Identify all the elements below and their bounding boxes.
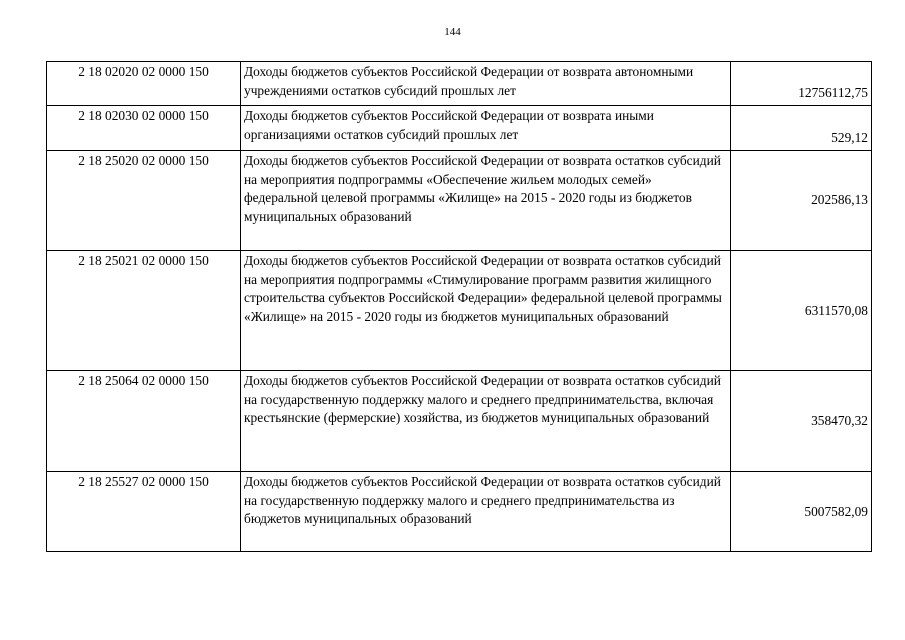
revenue-amount: 5007582,09 <box>731 472 872 552</box>
revenue-amount: 358470,32 <box>731 371 872 472</box>
revenue-amount: 202586,13 <box>731 151 872 251</box>
table-row <box>47 62 872 106</box>
table-row <box>47 151 872 251</box>
revenue-description: Доходы бюджетов субъектов Российской Федерации от возврата остатков субсидий на государственную поддержку малого и среднего предпринимательства из бюджетов муниципальных образований <box>241 472 731 552</box>
revenue-code: 2 18 25527 02 0000 150 <box>47 472 241 552</box>
revenue-description: Доходы бюджетов субъектов Российской Федерации от возврата иными организациями остатков субсидий прошлых лет <box>241 106 731 151</box>
revenue-description: Доходы бюджетов субъектов Российской Федерации от возврата остатков субсидий на мероприятия подпрограммы «Обеспечение жильем молодых семей» федеральной целевой программы «Жилище» на 2015 - 2020 годы из бюджетов муниципальных образований <box>241 151 731 251</box>
table-row <box>47 251 872 371</box>
table-row <box>47 106 872 151</box>
revenue-code: 2 18 02030 02 0000 150 <box>47 106 241 151</box>
page-number: 144 <box>444 26 461 38</box>
revenue-amount: 529,12 <box>731 106 872 151</box>
revenue-code: 2 18 25064 02 0000 150 <box>47 371 241 472</box>
table-row <box>47 371 872 472</box>
revenue-description: Доходы бюджетов субъектов Российской Федерации от возврата остатков субсидий на государственную поддержку малого и среднего предпринимательства, включая крестьянские (фермерские) хозяйства, из бюджетов муниципальных образований <box>241 371 731 472</box>
table-row <box>47 472 872 552</box>
revenue-description: Доходы бюджетов субъектов Российской Федерации от возврата автономными учреждениями остатков субсидий прошлых лет <box>241 62 731 106</box>
revenue-amount: 6311570,08 <box>731 251 872 371</box>
revenue-amount: 12756112,75 <box>731 62 872 106</box>
revenue-code: 2 18 25020 02 0000 150 <box>47 151 241 251</box>
revenue-description: Доходы бюджетов субъектов Российской Федерации от возврата остатков субсидий на мероприятия подпрограммы «Стимулирование программ развития жилищного строительства субъектов Российской Федерации» федеральной целевой программы «Жилище» на 2015 - 2020 годы из бюджетов муниципальных образований <box>241 251 731 371</box>
revenue-code: 2 18 02020 02 0000 150 <box>47 62 241 106</box>
budget-revenue-table <box>46 61 872 552</box>
revenue-code: 2 18 25021 02 0000 150 <box>47 251 241 371</box>
